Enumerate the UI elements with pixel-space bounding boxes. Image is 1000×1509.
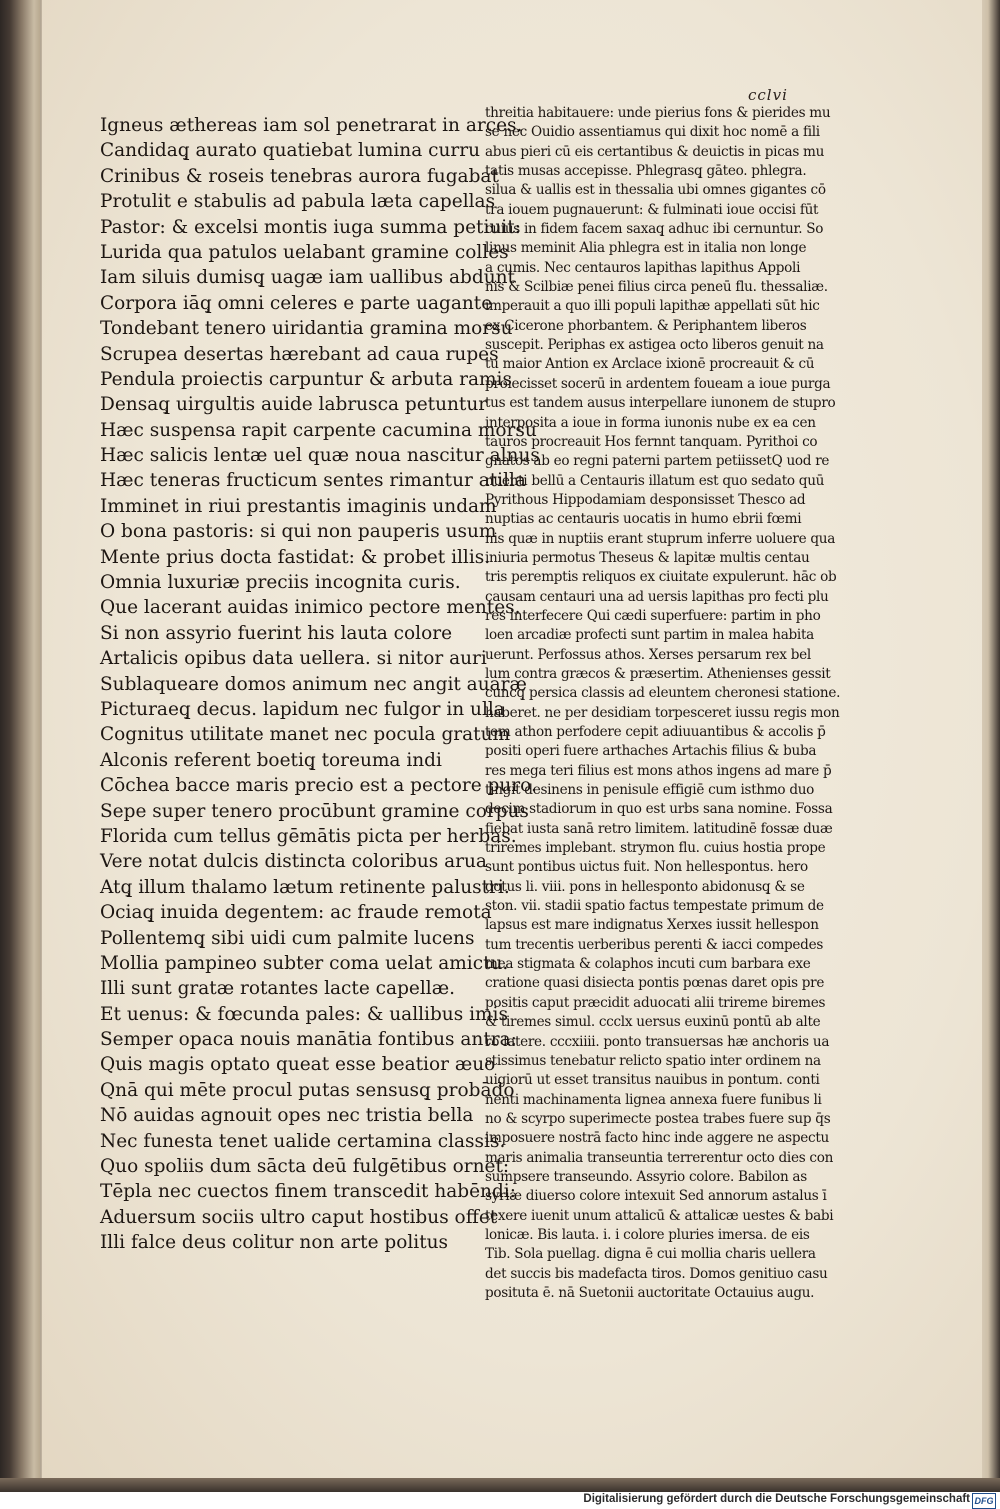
commentary-line: syriæ diuerso colore intexuit Sed annorum astalus ī xyxy=(485,1188,827,1205)
footer-credit: Digitalisierung gefördert durch die Deutsche Forschungsgemeinschaft xyxy=(583,1493,970,1505)
commentary-line: det succis bis madefacta tiros. Domos genitiuo casu xyxy=(485,1265,828,1282)
verse-line: Iam siluis dumisq̧ uagæ iam uallibus abdunt xyxy=(100,267,515,289)
commentary-line: tem athon perfodere cepit adiuuantibus & accolis p̄ xyxy=(485,724,826,740)
commentary-line: linus meminit Alia phlegra est in italia non longe xyxy=(485,240,807,257)
verse-line: Omnia luxuriæ preciis incognita curis. xyxy=(100,572,461,594)
verse-line: Florida cum tellus gēmātis picta per herbas. xyxy=(100,825,517,847)
commentary-line: dotus li. viii. pons in hellesponto abidonusq̧ & se xyxy=(485,878,805,895)
commentary-line: positis caput præcidit aduocati alii trireme biremes xyxy=(485,994,826,1011)
commentary-line: tauros procreauit Hos fernnt tanquam. Pyrithoi co xyxy=(485,433,818,450)
commentary-column xyxy=(485,104,841,1303)
verse-line: Cognitus utilitate manet nec pocula gratum xyxy=(100,724,511,746)
verse-line: Picturaeq̧ decus. lapidum nec fulgor in ulla xyxy=(100,698,505,720)
commentary-line: maris animalia transeuntia terrerentur octo dies con xyxy=(485,1149,834,1166)
commentary-line: lum contra græcos & præsertim. Athenienses gessit xyxy=(485,665,831,682)
verse-line: Et uenus: & fœcunda pales: & uallibus imis xyxy=(100,1003,508,1025)
commentary-line: abus pieri cū eis certantibus & deuictis in picas mu xyxy=(485,143,825,160)
commentary-line: uigiorū ut esset transitus nauibus in pontum. conti xyxy=(485,1072,820,1089)
verse-line: Tondebant tenero uiridantia gramina morsu xyxy=(100,318,513,340)
verse-line: Artalicis opibus data uellera. si nitor auri xyxy=(100,648,487,670)
verse-line: Illi falce deus colitur non arte politus xyxy=(100,1232,449,1254)
verse-line: Nec funesta tenet ualide certamina classis. xyxy=(100,1130,506,1152)
verse-line: Hæc teneras fructicum sentes rimantur atilla xyxy=(100,470,526,492)
commentary-line: Pyrithous Hippodamiam desponsisset Thesco ad xyxy=(485,491,806,508)
verse-line: Corpora iāq̧ omni celeres e parte uagante xyxy=(100,292,493,314)
verse-line: Crinibus & roseis tenebras aurora fugabat xyxy=(100,165,499,187)
verse-line: Lurida qua patulos uelabant gramine colles xyxy=(100,241,509,263)
commentary-line: cratione quasi disiecta pontis pœnas daret opis pre xyxy=(485,975,825,992)
commentary-line: lonicæ. Bis lauta. i. i colore pluries imersa. de eis xyxy=(485,1226,810,1243)
commentary-line: ston. vii. stadii spatio factus tempestate primum de xyxy=(485,898,824,915)
verse-line: Quis magis optato queat esse beatior æuo xyxy=(100,1054,496,1076)
verse-line: Si non assyrio fuerint his lauta colore xyxy=(100,622,453,644)
verse-line: Ociaq̧ inuida degentem: ac fraude remota xyxy=(100,902,492,924)
commentary-line: nuenti bellū a Centauris illatum est quo sedato quū xyxy=(485,472,825,489)
commentary-line: res mega teri filius est mons athos ingens ad mare p̄ xyxy=(485,762,832,779)
verse-line: Pastor: & excelsi montis iuga summa petiuit: xyxy=(100,216,521,238)
page-bottom-shadow xyxy=(0,1478,1000,1492)
verse-line: Semper opaca nouis manātia fontibus antra: xyxy=(100,1029,517,1051)
commentary-line: nenti machinamenta lignea annexa fuere funibus li xyxy=(485,1091,822,1108)
dfg-logo-icon: DFG xyxy=(972,1493,996,1509)
commentary-line: stissimus tenebatur relicto spatio inter ordinem na xyxy=(485,1052,821,1069)
commentary-line: sumpsere transeundo. Assyrio colore. Babilon as xyxy=(485,1168,807,1185)
digitization-footer xyxy=(0,1492,1000,1509)
verse-line: Alconis referent boetiq̧ toreuma indi xyxy=(100,749,442,771)
commentary-line: tatis musas accepisse. Phlegrasq̧ gāteo. phlegra. xyxy=(485,163,807,180)
verse-line: Aduersum sociis ultro caput hostibus offet xyxy=(100,1206,498,1228)
verse-line: Atq̧ illum thalamo lætum retinente palustri. xyxy=(100,876,510,898)
commentary-line: nis & Scilbiæ penei filius circa peneū flu. thessaliæ. xyxy=(485,279,828,296)
verse-line: Illi sunt gratæ rotantes lacte capellæ. xyxy=(100,978,455,1000)
commentary-line: mea stigmata & colaphos incuti cum barbara exe xyxy=(485,956,811,973)
commentary-line: interposita a ioue in forma iunonis nube ex ea cen xyxy=(485,414,816,431)
commentary-line: gnatos ab eo regni paterni partem petiissetQ uod re xyxy=(485,453,830,470)
commentary-line: tris peremptis reliquos ex ciuitate expulerunt. hāc ob xyxy=(485,569,837,586)
verse-line: Scrupea desertas hærebant ad caua rupes xyxy=(100,343,499,365)
verse-line: Tēpla nec cuectos finem transcedit habēndi: xyxy=(100,1181,516,1203)
verse-line: Quo spoliis dum sācta deū fulgētibus ornet: xyxy=(100,1156,510,1178)
commentary-line: tus est tandem ausus interpellare iunonem de stupro xyxy=(485,395,836,412)
verse-line: Vere notat dulcis distincta coloribus arua xyxy=(100,851,487,873)
commentary-line: imperauit a quo illi populi lapithæ appellati sūt hic xyxy=(485,298,820,315)
commentary-line: a cumis. Nec centauros lapithas lapithus Appoli xyxy=(485,259,801,276)
verse-line: Densaq̧ uirgultis auide labrusca petuntur xyxy=(100,394,488,416)
verse-line: Nō auidas agnouit opes nec tristia bella xyxy=(100,1105,474,1127)
verse-line: Imminet in riui prestantis imaginis undam xyxy=(100,495,497,517)
verse-line: Cōchea bacce maris precio est a pectore puro. xyxy=(100,775,537,797)
commentary-line: tu maior Antion ex Arclace ixionē procreauit & cū xyxy=(485,356,815,373)
commentary-line: se nec Ouidio assentiamus qui dixit hoc nomē a fili xyxy=(485,124,820,141)
verse-line: Qnā qui mēte procul putas sensusq̧ probādo xyxy=(100,1079,515,1101)
commentary-line: uerunt. Perfossus athos. Xerses persarum rex bel xyxy=(485,646,811,663)
commentary-line: cuncq̧ persica classis ad eleuntem cheronesi statione. xyxy=(485,685,841,702)
commentary-line: texere iuenit unum attalicū & attalicæ uestes & babi xyxy=(485,1207,834,1224)
commentary-line: res interfecere Qui cædi superfuere: partim in pho xyxy=(485,607,821,624)
commentary-line: silua & uallis est in thessalia ubi omnes gigantes cō xyxy=(485,182,826,199)
commentary-line: triremes implebant. strymon flu. cuius hostia prope xyxy=(485,840,826,857)
commentary-line: tra iouem pugnauerunt: & fulminati ioue occisi fūt xyxy=(485,201,819,218)
verse-line: O bona pastoris: si qui non pauperis usum xyxy=(100,521,497,543)
verse-column xyxy=(100,113,540,1256)
commentary-line: loen arcadiæ profecti sunt partim in malea habita xyxy=(485,627,814,644)
commentary-line: sunt pontibus uictus fuit. Non hellespontus. hero xyxy=(485,859,808,876)
verse-line: Hæc suspensa rapit carpente cacumina morsu xyxy=(100,419,537,441)
commentary-line: ex Cicerone phorbantem. & Periphantem liberos xyxy=(485,317,807,334)
verse-line: Igneus æthereas iam sol penetrarat in arces. xyxy=(100,115,523,136)
verse-line: Candidaq̧ aurato quatiebat lumina curru xyxy=(100,140,480,162)
commentary-line: iniuria permotus Theseus & lapitæ multis centau xyxy=(485,549,810,566)
commentary-line: suscepit. Periphas ex astigea octo liberos genuit na xyxy=(485,337,824,354)
commentary-line: threitia habitauere: unde pierius fons & pierides mu xyxy=(485,105,831,121)
previous-page-edge xyxy=(0,0,40,1509)
commentary-line: posituta ē. nā Suetonii auctoritate Octauius augu. xyxy=(485,1284,815,1301)
commentary-line: imposuere nostrā facto hinc inde aggere ne aspectu xyxy=(485,1130,829,1147)
verse-line: Hæc salicis lentæ uel quæ noua nascitur alnus xyxy=(100,445,540,467)
commentary-line: causam centauri una ad uersis lapithas pro fecti plu xyxy=(485,588,829,605)
commentary-line: nis quæ in nuptiis erant stuprum inferre uoluere qua xyxy=(485,530,836,547)
verse-line: Mente prius docta fastidat: & probet illis. xyxy=(100,546,491,568)
commentary-line: cuius in fidem facem saxaq̧ adhuc ibi cernuntur. So xyxy=(485,221,824,238)
verse-line: Sublaqueare domos animum nec angit auaræ xyxy=(100,673,527,695)
commentary-line: & tiremes simul. ccclx uersus euxinū pontū ab alte xyxy=(485,1014,821,1031)
verse-line: Mollia pampineo subter coma uelat amictu. xyxy=(100,952,509,974)
verse-line: Sepe super tenero procūbunt gramine corpus xyxy=(100,800,529,822)
commentary-line: proiecisset socerū in ardentem foueam a ioue purga xyxy=(485,375,831,392)
verse-line: Que lacerant auidas inimico pectore mentes. xyxy=(100,597,521,619)
verse-line: Protulit e stabulis ad pabula læta capellas xyxy=(100,191,496,213)
commentary-line: no & scyrpo superimecte postea trabes fuere sup q̄s xyxy=(485,1110,831,1127)
commentary-line: tingit desinens in penisule effigiē cum isthmo duo xyxy=(485,782,815,799)
commentary-line: tum trecentis uerberibus perenti & iacci compedes xyxy=(485,936,824,953)
commentary-line: nuptias ac centauris uocatis in humo ebrii fœmi xyxy=(485,511,802,528)
verse-line: Pollentemq̧ sibi uidi cum palmite lucens xyxy=(100,927,475,949)
commentary-line: decim stadiorum in quo est urbs sana nomine. Fossa xyxy=(485,801,833,818)
folio-number: cclvi xyxy=(748,86,788,104)
commentary-line: Tib. Sola puellag. digna ē cui mollia charis uellera xyxy=(485,1246,816,1263)
commentary-line: ro latere. cccxiiii. ponto transuersas hæ anchoris ua xyxy=(485,1033,830,1050)
commentary-line: lapsus est mare indignatus Xerxes iussit hellespon xyxy=(485,917,819,934)
commentary-line: haberet. ne per desidiam torpesceret iussu regis mon xyxy=(485,704,840,721)
commentary-line: fiebat iusta sanā retro limitem. latitudinē fossæ duæ xyxy=(485,820,833,837)
verse-line: Pendula proiectis carpuntur & arbuta ramis xyxy=(100,368,512,390)
commentary-line: positi operi fuere arthaches Artachis filius & buba xyxy=(485,743,817,760)
